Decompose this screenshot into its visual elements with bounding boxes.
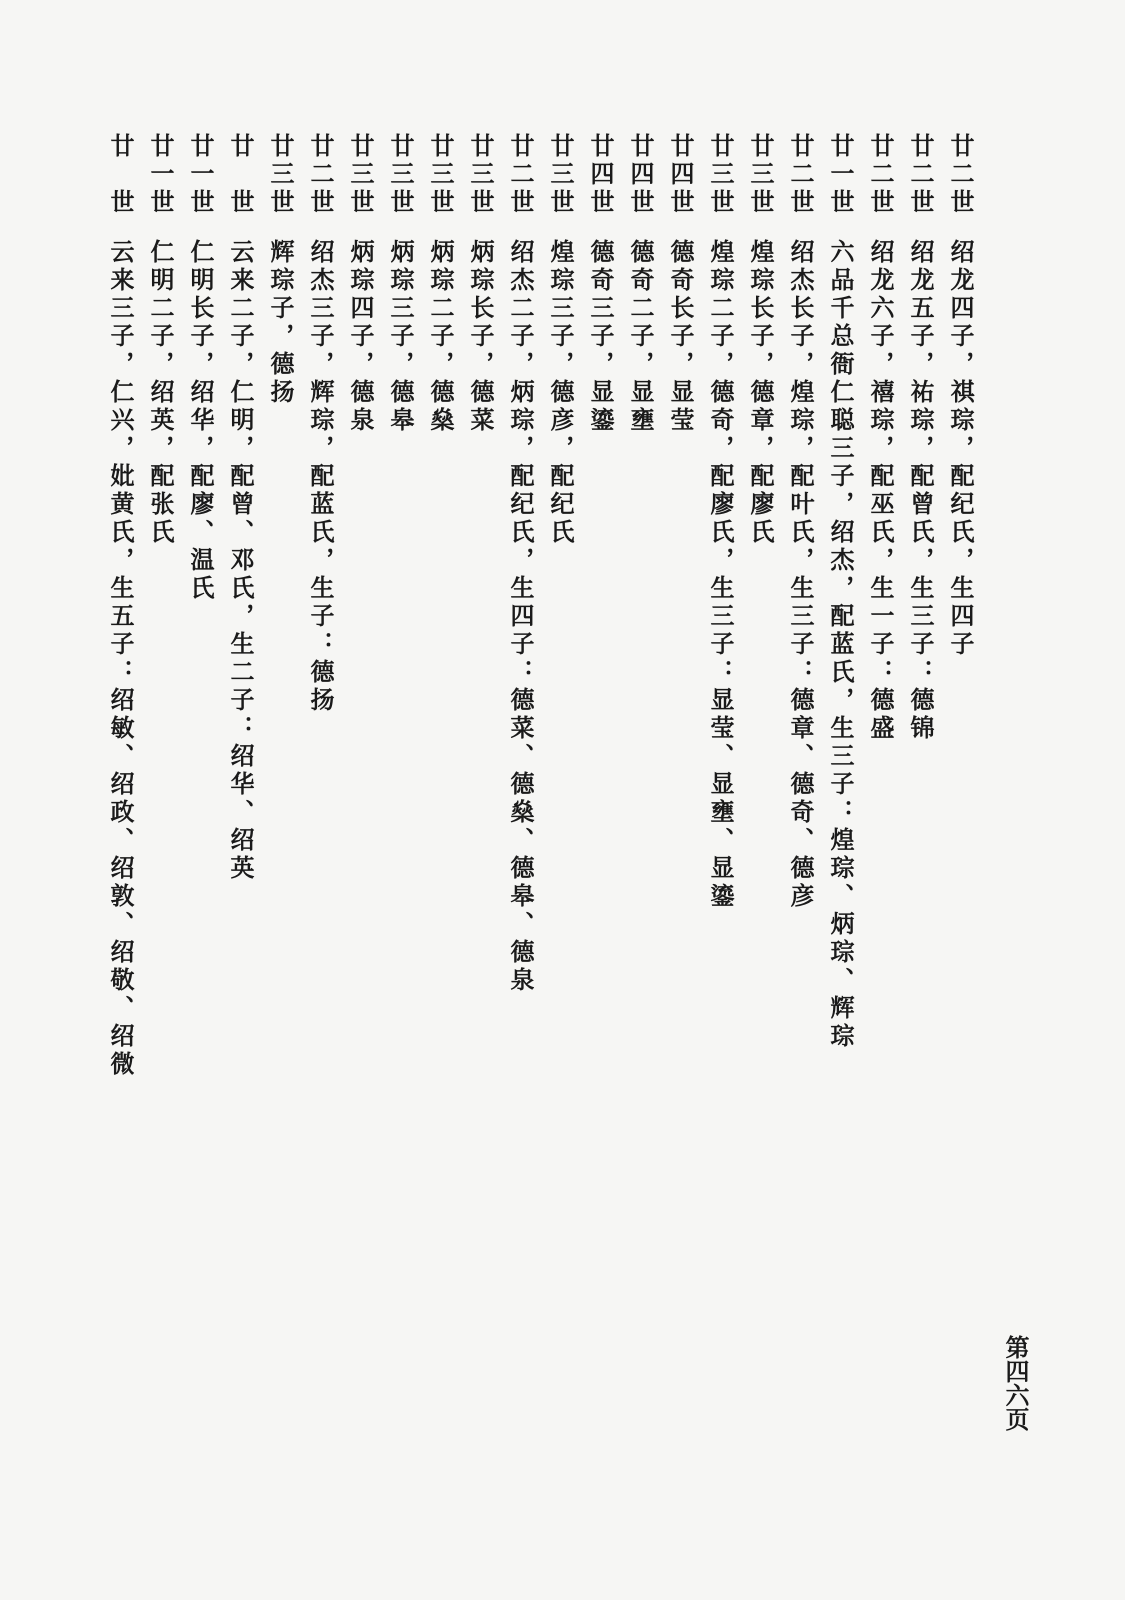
entry-text: 云来三子，仁兴，妣黄氏，生五子：绍敏、绍政、绍敦、绍敬、绍微 [106, 239, 135, 1079]
entry-column [420, 133, 460, 1533]
generation-label: 廿四世 [626, 133, 655, 217]
entry-text: 炳琮二子，德燊 [426, 239, 455, 435]
entry-column [580, 133, 620, 1533]
entry-text: 云来二子，仁明，配曾、邓氏，生二子：绍华、绍英 [226, 239, 255, 883]
generation-label: 廿三世 [266, 133, 295, 217]
entry-column [740, 133, 780, 1533]
entry-column [380, 133, 420, 1533]
entry-text: 仁明长子，绍华，配廖、温氏 [186, 239, 215, 603]
generation-label: 廿二世 [786, 133, 815, 217]
generation-label: 廿三世 [746, 133, 775, 217]
entry-column [620, 133, 660, 1533]
generation-label: 廿一世 [186, 133, 215, 217]
entry-column [700, 133, 740, 1533]
entry-text: 绍龙五子，祐琮，配曾氏，生三子：德锦 [906, 239, 935, 743]
generation-label: 廿一世 [146, 133, 175, 217]
entry-column [660, 133, 700, 1533]
entry-column [940, 133, 980, 1533]
entry-text: 绍杰长子，煌琮，配叶氏，生三子：德章、德奇、德彦 [786, 239, 815, 911]
generation-label: 廿三世 [426, 133, 455, 217]
entry-column [300, 133, 340, 1533]
generation-label: 廿二世 [946, 133, 975, 217]
entry-text: 炳琮三子，德皋 [386, 239, 415, 435]
entry-text: 绍龙六子，禧琮，配巫氏，生一子：德盛 [866, 239, 895, 743]
entry-text: 辉琮子，德扬 [266, 239, 295, 407]
entry-text: 德奇长子，显莹 [666, 239, 695, 435]
generation-label: 廿二世 [506, 133, 535, 217]
entry-text: 六品千总衙仁聪三子，绍杰，配蓝氏，生三子：煌琮、炳琮、辉琮 [826, 239, 855, 1051]
entry-text: 炳琮四子，德泉 [346, 239, 375, 435]
generation-label: 廿 世 [106, 133, 135, 217]
entry-column [260, 133, 300, 1533]
generation-label: 廿三世 [466, 133, 495, 217]
entry-text: 煌琮三子，德彦，配纪氏 [546, 239, 575, 547]
entry-column [540, 133, 580, 1533]
generation-label: 廿 世 [226, 133, 255, 217]
entry-column [820, 133, 860, 1533]
generation-label: 廿三世 [386, 133, 415, 217]
entry-column [180, 133, 220, 1533]
entry-text: 绍龙四子，祺琮，配纪氏，生四子 [946, 239, 975, 659]
generation-label: 廿四世 [666, 133, 695, 217]
entry-column [860, 133, 900, 1533]
generation-label: 廿三世 [546, 133, 575, 217]
entry-column [500, 133, 540, 1533]
generation-label: 廿二世 [906, 133, 935, 217]
entry-column [100, 133, 140, 1533]
entry-text: 绍杰三子，辉琮，配蓝氏，生子：德扬 [306, 239, 335, 715]
page-number: 第四六页 [1001, 1335, 1030, 1431]
generation-label: 廿一世 [826, 133, 855, 217]
entry-text: 仁明二子，绍英，配张氏 [146, 239, 175, 547]
entry-text: 炳琮长子，德菜 [466, 239, 495, 435]
entries-list [106, 133, 980, 1533]
generation-label: 廿三世 [706, 133, 735, 217]
entry-column [340, 133, 380, 1533]
generation-label: 廿二世 [306, 133, 335, 217]
generation-label: 廿三世 [346, 133, 375, 217]
entry-column [220, 133, 260, 1533]
entry-column [460, 133, 500, 1533]
generation-label: 廿四世 [586, 133, 615, 217]
generation-label: 廿二世 [866, 133, 895, 217]
entry-text: 绍杰二子，炳琮，配纪氏，生四子：德菜、德燊、德皋、德泉 [506, 239, 535, 995]
entry-column [900, 133, 940, 1533]
entry-column [140, 133, 180, 1533]
entry-text: 德奇二子，显壅 [626, 239, 655, 435]
entry-text: 德奇三子，显鎏 [586, 239, 615, 435]
entry-column [780, 133, 820, 1533]
entry-text: 煌琮二子，德奇，配廖氏，生三子：显莹、显壅、显鎏 [706, 239, 735, 911]
entry-text: 煌琮长子，德章，配廖氏 [746, 239, 775, 547]
